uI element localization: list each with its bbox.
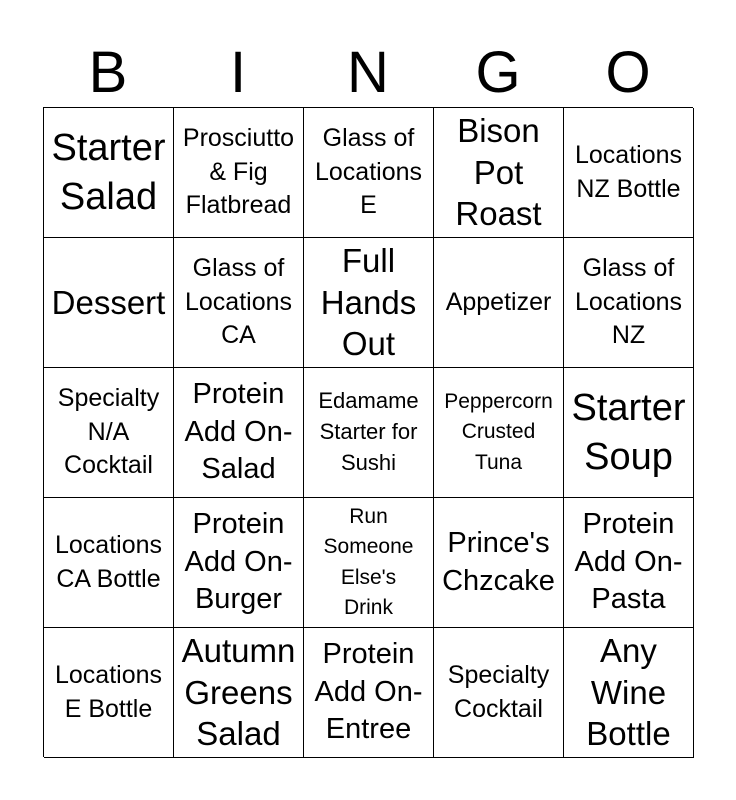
cell-text: Edamame Starter for Sushi [318,388,419,475]
cell-text: Run Someone Else's Drink [323,504,414,619]
bingo-header [43,40,693,106]
header-letter-b: B [88,40,128,105]
cell-text: Protein Add On- Pasta [574,507,683,616]
header-letter-i: I [229,40,247,105]
cell-text: Specialty Cocktail [447,661,550,723]
bingo-cell[interactable] [304,498,434,628]
header-letter-n: N [347,40,389,105]
bingo-cell[interactable] [564,628,694,758]
cell-text: Protein Add On- Burger [184,507,293,616]
cell-text: Protein Add On- Salad [184,377,293,486]
cell-text: Autumn Greens Salad [181,632,296,753]
bingo-cell[interactable] [304,238,434,368]
bingo-cell[interactable] [564,368,694,498]
cell-text: Glass of Locations E [314,124,423,220]
bingo-cell[interactable] [434,498,564,628]
bingo-cell[interactable] [44,108,174,238]
bingo-cell[interactable] [304,628,434,758]
cell-text: Glass of Locations CA [184,254,293,350]
cell-text: Appetizer [445,287,552,316]
bingo-cell[interactable] [564,108,694,238]
header-letter-o: O [605,40,651,105]
header-letter-g: G [475,40,521,105]
bingo-cell[interactable] [174,498,304,628]
cell-text: Starter Soup [571,386,686,478]
cell-text: Full Hands Out [320,242,417,363]
bingo-cell[interactable] [564,238,694,368]
cell-text: Locations NZ Bottle [574,141,683,203]
cell-text: Peppercorn Crusted Tuna [444,389,553,474]
cell-text: Locations CA Bottle [54,531,163,593]
cell-text: Specialty N/A Cocktail [57,384,160,480]
cell-text: Locations E Bottle [54,661,163,723]
bingo-cell[interactable] [174,108,304,238]
bingo-cell[interactable] [174,628,304,758]
cell-text: Any Wine Bottle [586,632,671,753]
cell-text: Prince's Chzcake [442,526,555,597]
bingo-cell[interactable] [434,368,564,498]
bingo-cell[interactable] [304,108,434,238]
bingo-grid [43,107,693,757]
bingo-cell[interactable] [174,368,304,498]
cell-text: Bison Pot Roast [455,112,542,233]
bingo-cell[interactable] [44,238,174,368]
bingo-cell[interactable] [434,238,564,368]
bingo-cell[interactable] [44,498,174,628]
bingo-cell[interactable] [434,108,564,238]
bingo-cell[interactable] [174,238,304,368]
bingo-cell[interactable] [434,628,564,758]
cell-text: Starter Salad [51,126,166,218]
cell-text: Prosciutto & Fig Flatbread [182,124,295,220]
bingo-cell[interactable] [304,368,434,498]
bingo-cell[interactable] [564,498,694,628]
cell-text: Dessert [51,283,166,321]
cell-text: Protein Add On- Entree [314,637,423,746]
bingo-cell[interactable] [44,628,174,758]
cell-text: Glass of Locations NZ [574,254,683,350]
bingo-cell[interactable] [44,368,174,498]
